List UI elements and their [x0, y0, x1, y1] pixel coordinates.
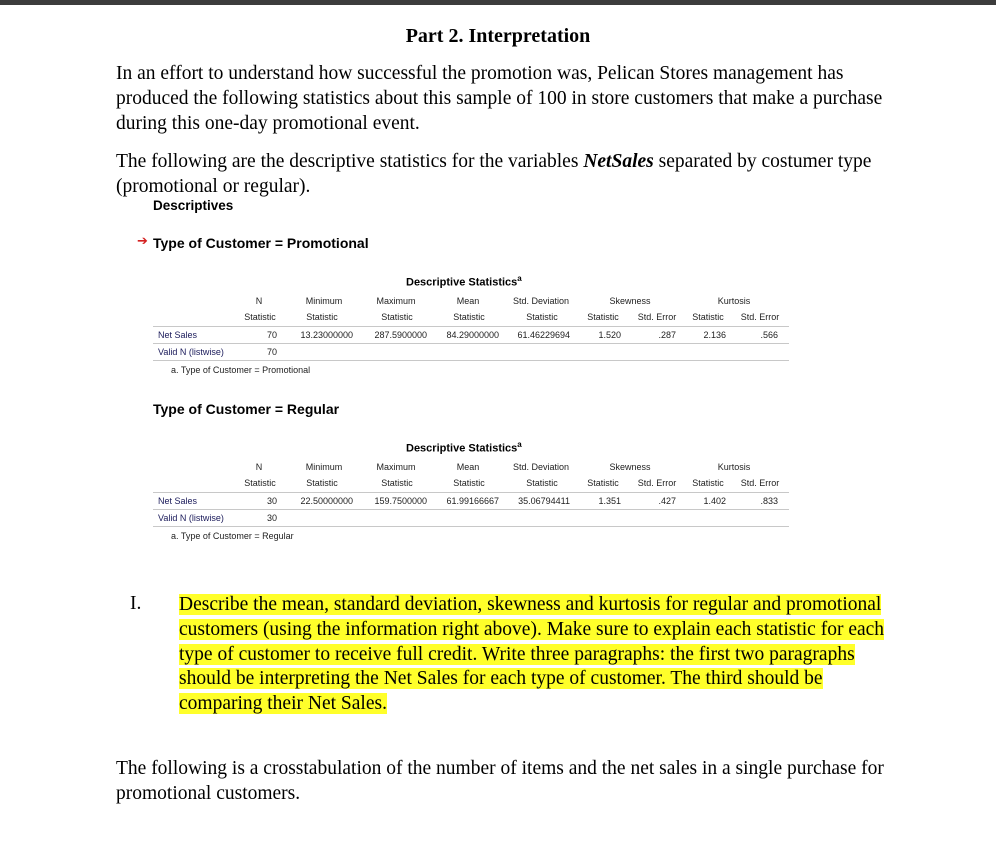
table-cell: .427: [658, 496, 676, 506]
column-subheader: Std. Error: [637, 312, 677, 322]
table-cell: 35.06794411: [518, 496, 570, 506]
column-subheader: Statistic: [244, 312, 276, 322]
row-label: Net Sales: [158, 496, 198, 506]
row-divider: [153, 526, 789, 527]
table-title-text: Descriptive Statistics: [406, 276, 518, 289]
table-title-promotional: [406, 274, 522, 289]
row-label: Valid N (listwise): [158, 513, 224, 523]
table-cell: 61.99166667: [446, 496, 499, 506]
netsales-keyword: NetSales: [583, 151, 654, 172]
table-title-text: Descriptive Statistics: [406, 442, 518, 455]
crosstab-intro-paragraph: The following is a crosstabulation of the number of items and the net sales in a single purchase for promotional customers.: [116, 758, 884, 804]
column-subheader: Statistic: [587, 312, 619, 322]
column-header: Mean: [456, 296, 480, 306]
column-subheader: Std. Error: [740, 478, 780, 488]
column-subheader: Statistic: [453, 478, 485, 488]
table-cell: 30: [266, 496, 277, 506]
table-cell: 159.7500000: [374, 496, 427, 506]
column-subheader: Statistic: [381, 312, 413, 322]
table-cell: 22.50000000: [300, 496, 353, 506]
table-title-regular: [406, 440, 522, 455]
row-divider: [153, 509, 789, 510]
column-subheader: Statistic: [526, 478, 558, 488]
table-footnote: a. Type of Customer = Regular: [171, 531, 294, 541]
table-title-footnote-mark: a: [517, 274, 522, 283]
table-cell: 70: [266, 347, 277, 357]
column-subheader: Statistic: [453, 312, 485, 322]
descriptives-heading: Descriptives: [153, 198, 234, 213]
desc-intro-before: The following are the descriptive statistics for the variables: [116, 151, 584, 172]
table-cell: 13.23000000: [300, 330, 353, 340]
column-subheader: Statistic: [244, 478, 276, 488]
column-header: Skewness: [609, 296, 651, 306]
table-cell: 1.351: [598, 496, 621, 506]
table-cell: 1.402: [703, 496, 726, 506]
question-number: I.: [130, 593, 142, 614]
table-cell: .833: [760, 496, 778, 506]
column-subheader: Std. Error: [740, 312, 780, 322]
column-subheader: Statistic: [381, 478, 413, 488]
column-header: Kurtosis: [717, 462, 751, 472]
column-header: Minimum: [305, 296, 343, 306]
column-header: Maximum: [376, 296, 416, 306]
column-header: Mean: [456, 462, 480, 472]
column-header: Minimum: [305, 462, 343, 472]
table-cell: 70: [266, 330, 277, 340]
column-header: Kurtosis: [717, 296, 751, 306]
desc-intro-after: separated by costumer type (promotional or regular).: [116, 151, 872, 197]
group-heading-promotional: Type of Customer = Promotional: [153, 235, 369, 251]
table-footnote: a. Type of Customer = Promotional: [171, 365, 311, 375]
table-cell: .566: [760, 330, 778, 340]
column-subheader: Statistic: [587, 478, 619, 488]
table-divider: [153, 326, 789, 327]
table-cell: 287.5900000: [374, 330, 427, 340]
column-header: Std. Deviation: [512, 296, 570, 306]
column-header: Maximum: [376, 462, 416, 472]
group-heading-regular: Type of Customer = Regular: [153, 401, 340, 417]
table-cell: 1.520: [598, 330, 621, 340]
top-bar: [0, 0, 996, 5]
table-cell: 61.46229694: [517, 330, 570, 340]
row-label: Valid N (listwise): [158, 347, 224, 357]
table-title-footnote-mark: a: [517, 440, 522, 449]
column-subheader: Statistic: [526, 312, 558, 322]
row-label: Net Sales: [158, 330, 198, 340]
column-header: N: [255, 462, 263, 472]
column-header: Skewness: [609, 462, 651, 472]
column-header: N: [255, 296, 263, 306]
intro-paragraph: In an effort to understand how successful the promotion was, Pelican Stores management has produced the following statistics about this sample of 100 in store customers that make a purchase during this one-day promotional event.: [116, 63, 883, 134]
table-cell: .287: [658, 330, 676, 340]
page-title: Part 2. Interpretation: [405, 25, 591, 47]
question-text: [179, 593, 899, 717]
descriptives-intro-paragraph: [116, 149, 916, 199]
highlighted-question: Describe the mean, standard deviation, skewness and kurtosis for regular and promotional customers (using the information right above). Make sure to explain each statistic for each type of customer to receive full credit. Write three paragraphs: the first two paragraphs should be interpreting the Net Sales for each type of customer. The third should be comparing their Net Sales.: [179, 594, 885, 715]
arrow-icon: ➔: [137, 234, 148, 249]
table-cell: 84.29000000: [446, 330, 499, 340]
table-cell: 30: [266, 513, 277, 523]
column-subheader: Statistic: [692, 312, 724, 322]
column-subheader: Statistic: [306, 312, 338, 322]
column-subheader: Statistic: [306, 478, 338, 488]
column-subheader: Statistic: [692, 478, 724, 488]
table-cell: 2.136: [703, 330, 726, 340]
row-divider: [153, 360, 789, 361]
table-divider: [153, 492, 789, 493]
row-divider: [153, 343, 789, 344]
column-subheader: Std. Error: [637, 478, 677, 488]
column-header: Std. Deviation: [512, 462, 570, 472]
